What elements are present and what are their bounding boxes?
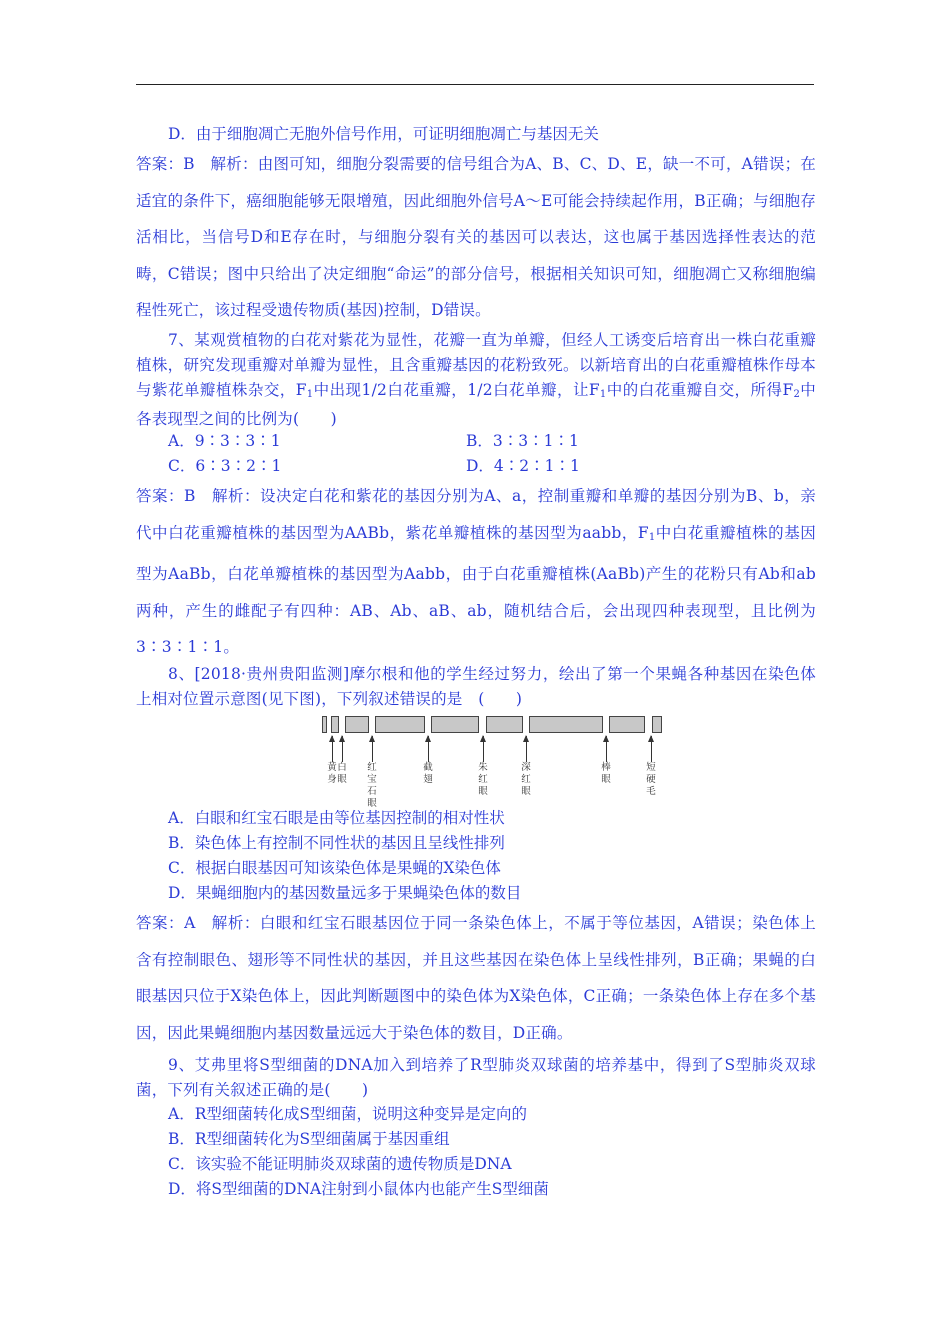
gene-arrow [651, 736, 652, 762]
q7-answer: 答案：B 解析：设决定白花和紫花的基因分别为A、a，控制重瓣和单瓣的基因分别为B、b，亲代中白花重瓣植株的基因型为AABb，紫花单瓣植株的基因型为aabb，$F_1$中白花重瓣植株的基因型为AaBb，白花单瓣植株的基因型为Aabb，由于白花重瓣植株(AaBb)产生的花粉只有Ab和ab两种，产生的雌配子有四种：AB、Ab、aB、ab，随机结合后，会出现四种表现型，且比例为3∶3∶1∶1。 [136, 487, 816, 656]
chromosome-segment [486, 716, 523, 733]
q9-stem: 9、艾弗里将S型细菌的DNA加入到培养了R型肺炎双球菌的培养基中，得到了S型肺炎双球菌，下列有关叙述正确的是( ) [136, 1056, 816, 1099]
q8-option-d: D．果蝇细胞内的基因数量远多于果蝇染色体的数目 [168, 884, 522, 902]
chromosome-segment [609, 716, 645, 733]
gene-label-cut-wing: 截翅 [423, 762, 433, 785]
q9-option-a: A．R型细菌转化成S型细菌，说明这种变异是定向的 [168, 1105, 527, 1123]
chromosome-segment [529, 716, 603, 733]
q8-stem: 8、[2018·贵州贵阳监测]摩尔根和他的学生经过努力，绘出了第一个果蝇各种基因在染色体上相对位置示意图(见下图)，下列叙述错误的是 ( ) [136, 665, 816, 708]
chromosome-segment [375, 716, 425, 733]
gene-arrow [526, 736, 527, 762]
q6-answer: 答案：B 解析：由图可知，细胞分裂需要的信号组合为A、B、C、D、E，缺一不可，A错误；在适宜的条件下，癌细胞能够无限增殖，因此细胞外信号A～E可能会持续起作用，B正确；与细胞存活相比，当信号D和E存在时，与细胞分裂有关的基因可以表达，这也属于基因选择性表达的范畴，C错误；图中只给出了决定细胞“命运”的部分信号，根据相关知识可知，细胞凋亡又称细胞编程性死亡，该过程受遗传物质(基因)控制，D错误。 [136, 155, 816, 319]
q7-option-b: B．3∶3∶1∶1 [466, 432, 579, 450]
q9-option-d: D．将S型细菌的DNA注射到小鼠体内也能产生S型细菌 [168, 1180, 549, 1198]
q9-option-b: B．R型细菌转化为S型细菌属于基因重组 [168, 1130, 450, 1148]
q8-option-a: A．白眼和红宝石眼是由等位基因控制的相对性状 [168, 809, 505, 827]
gene-label-yellow-body: 黄身 [327, 762, 337, 785]
gene-arrow [372, 736, 373, 762]
q7-stem: 7、某观赏植物的白花对紫花为显性，花瓣一直为单瓣，但经人工诱变后培育出一株白花重瓣植株，研究发现重瓣对单瓣为显性，且含重瓣基因的花粉致死。以新培育出的白花重瓣植株作母本与紫花单瓣植株杂交，$F_1$中出现1/2白花重瓣，1/2白花单瓣，让$F_1$中的白花重瓣自交，所得$F_2$中各表现型之间的比例为( ) [136, 331, 816, 428]
gene-arrow [428, 736, 429, 762]
gene-arrow [606, 736, 607, 762]
q7-option-c: C．6∶3∶2∶1 [168, 457, 282, 475]
q6-option-d: D．由于细胞凋亡无胞外信号作用，可证明细胞凋亡与基因无关 [168, 125, 599, 143]
chromosome-segment [322, 716, 327, 733]
chromosome-segment [652, 716, 662, 733]
q9-option-c: C．该实验不能证明肺炎双球菌的遗传物质是DNA [168, 1155, 512, 1173]
gene-arrow [332, 736, 333, 762]
chromosome-segment [331, 716, 339, 733]
gene-label-carmine-eye: 深红眼 [521, 762, 531, 797]
q8-option-b: B．染色体上有控制不同性状的基因且呈线性排列 [168, 834, 505, 852]
header-rule [136, 84, 814, 85]
q8-answer: 答案：A 解析：白眼和红宝石眼基因位于同一条染色体上，不属于等位基因，A错误；染色体上含有控制眼色、翅形等不同性状的基因，并且这些基因在染色体上呈线性排列，B正确；果蝇的白眼基因只位于X染色体上，因此判断题图中的染色体为X染色体，C正确；一条染色体上存在多个基因，因此果蝇细胞内基因数量远远大于染色体的数目，D正确。 [136, 914, 816, 1042]
q7-option-a: A．9∶3∶3∶1 [168, 432, 281, 450]
chromosome-segment [431, 716, 479, 733]
chromosome-segment [345, 716, 369, 733]
gene-label-ruby-eye: 红宝石眼 [367, 762, 377, 809]
gene-label-bar-eye: 棒眼 [601, 762, 611, 785]
gene-arrow [483, 736, 484, 762]
gene-label-vermilion-eye: 朱红眼 [478, 762, 488, 797]
gene-label-bobbed-bristle: 短硬毛 [646, 762, 656, 797]
q7-option-d: D．4∶2∶1∶1 [466, 457, 580, 475]
gene-label-white-eye: 白眼 [337, 762, 347, 785]
gene-arrow [342, 736, 343, 762]
q8-option-c: C．根据白眼基因可知该染色体是果蝇的X染色体 [168, 859, 501, 877]
